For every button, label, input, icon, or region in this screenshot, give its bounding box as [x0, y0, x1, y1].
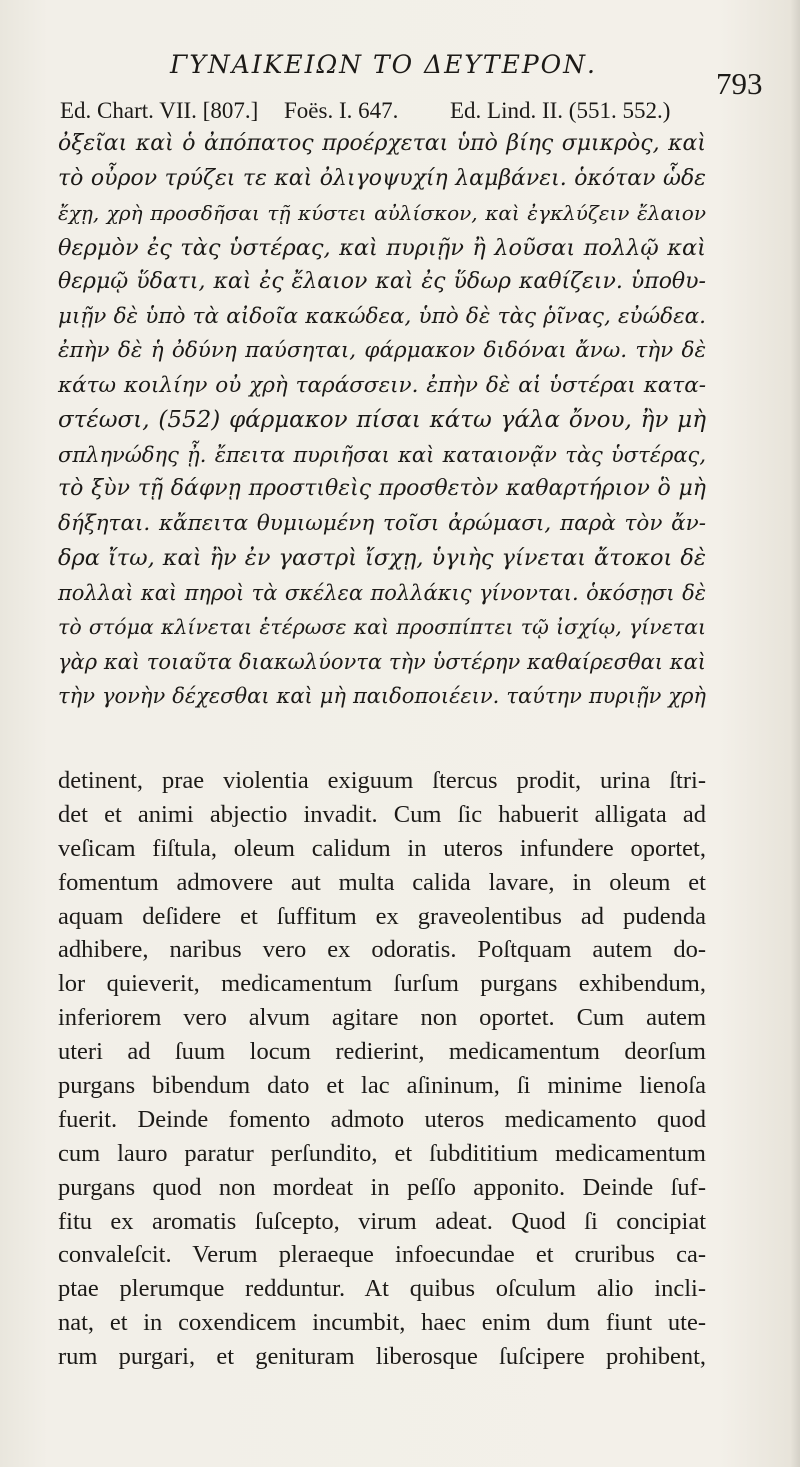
linden-reference: Ed. Lind. II. (551. 552.) — [450, 98, 671, 123]
greek-text — [58, 127, 706, 714]
greek-line: δρα ἴτω, καὶ ἢν ἐν γαστρὶ ἴσχῃ, ὑγιὴς γίνεται ἄτοκοι δὲ — [58, 545, 706, 571]
greek-line: κάτω κοιλίην οὐ χρὴ ταράσσειν. ἐπὴν δὲ αἱ ὑστέραι κατα- — [58, 372, 706, 398]
greek-line: στέωσι, (552) φάρμακον πίσαι κάτω γάλα ὄνου, ἢν μὴ — [58, 407, 706, 433]
greek-line: ἔχῃ, χρὴ προσδῆσαι τῇ κύστει αὐλίσκον, καὶ ἐγκλύζειν ἔλαιον — [58, 201, 706, 225]
greek-line: τὸ οὖρον τρύζει τε καὶ ὀλιγοψυχίη λαμβάνει. ὁκόταν ὧδε — [58, 165, 706, 191]
greek-line: γὰρ καὶ τοιαῦτα διακωλύοντα τὴν ὑστέρην καθαίρεσθαι καὶ — [58, 649, 706, 674]
chartier-reference: Ed. Chart. VII. [807.] — [60, 98, 259, 123]
latin-line: purgans quod non mordeat in peſſo apponito. Deinde ſuf- — [58, 1173, 706, 1201]
latin-line: uteri ad ſuum locum redierint, medicamentum deorſum — [58, 1038, 706, 1066]
greek-line: ἐπὴν δὲ ἡ ὀδύνη παύσηται, φάρμακον διδόναι ἄνω. τὴν δὲ — [58, 338, 706, 363]
latin-line: det et animi abjectio invadit. Cum ſic habuerit alligata ad — [58, 800, 706, 828]
greek-line: δήξηται. κἄπειτα θυμιωμένη τοῖσι ἀρώμασι, παρὰ τὸν ἄν- — [58, 510, 706, 536]
latin-line: lor quieverit, medicamentum ſurſum purgans exhibendum, — [58, 970, 706, 998]
latin-line: fuerit. Deinde fomento admoto uteros medicamento quod — [58, 1105, 706, 1133]
latin-line: nat, et in coxendicem incumbit, haec enim dum fiunt ute- — [58, 1309, 706, 1337]
edition-references — [60, 98, 720, 128]
latin-translation — [58, 764, 706, 1374]
latin-line: cum lauro paratur perſundito, et ſubdititium medicamentum — [58, 1139, 706, 1167]
latin-line: fomentum admovere aut multa calida lavare, in oleum et — [58, 868, 706, 896]
foes-reference: Foës. I. 647. — [284, 98, 399, 123]
greek-line: τὴν γονὴν δέχεσθαι καὶ μὴ παιδοποιέειν. ταύτην πυριῇν χρὴ — [58, 684, 706, 708]
greek-line: σπληνώδης ᾖ. ἔπειτα πυριῆσαι καὶ καταιονᾷν τὰς ὑστέρας, — [58, 442, 706, 467]
latin-line: convaleſcit. Verum pleraeque infoecundae et cruribus ca- — [58, 1241, 706, 1269]
running-head — [0, 48, 800, 101]
page-edge-shadow — [790, 0, 800, 1467]
latin-line: detinent, prae violentia exiguum ſtercus prodit, urina ſtri- — [58, 767, 706, 794]
greek-line: τὸ στόμα κλίνεται ἑτέρωσε καὶ προσπίπτει τῷ ἰσχίῳ, γίνεται — [58, 615, 706, 639]
latin-line: inferiorem vero alvum agitare non oportet. Cum autem — [58, 1004, 706, 1032]
latin-line: ptae plerumque redduntur. At quibus oſculum alio incli- — [58, 1275, 706, 1303]
latin-line: adhibere, naribus vero ex odoratis. Poſtquam autem do- — [58, 936, 706, 964]
greek-line: θερμὸν ἐς τὰς ὑστέρας, καὶ πυριῇν ἢ λοῦσαι πολλῷ καὶ — [58, 234, 706, 261]
latin-line: aquam deſidere et ſuffitum ex graveolentibus ad pudenda — [58, 902, 706, 930]
greek-line: ὀξεῖαι καὶ ὁ ἀπόπατος προέρχεται ὑπὸ βίης σμικρὸς, καὶ — [58, 131, 706, 156]
latin-line: veſicam fiſtula, oleum calidum in uteros infundere oportet, — [58, 834, 706, 862]
greek-line: μιῇν δὲ ὑπὸ τὰ αἰδοῖα κακώδεα, ὑπὸ δὲ τὰς ῥῖνας, εὐώδεα. — [58, 303, 706, 329]
latin-line: fitu ex aromatis ſuſcepto, virum adeat. Quod ſi concipiat — [58, 1207, 706, 1235]
running-title: ΓΥΝΑΙΚΕΙΩΝ ΤΟ ΔΕΥΤΕΡΟΝ. — [170, 50, 597, 79]
greek-line: πολλαὶ καὶ πηροὶ τὰ σκέλεα πολλάκις γίνονται. ὁκόσῃσι δὲ — [58, 580, 706, 605]
greek-line: θερμῷ ὕδατι, καὶ ἐς ἔλαιον καὶ ἐς ὕδωρ καθίζειν. ὑποθυ- — [58, 269, 706, 294]
page-number: 793 — [716, 66, 763, 101]
latin-line: rum purgari, et genituram liberosque ſuſcipere prohibent, — [58, 1343, 706, 1371]
greek-line: τὸ ξὺν τῇ δάφνῃ προστιθεὶς προσθετὸν καθαρτήριον ὃ μὴ — [58, 476, 706, 501]
latin-line: purgans bibendum dato et lac aſininum, ſi minime lienoſa — [58, 1072, 706, 1100]
